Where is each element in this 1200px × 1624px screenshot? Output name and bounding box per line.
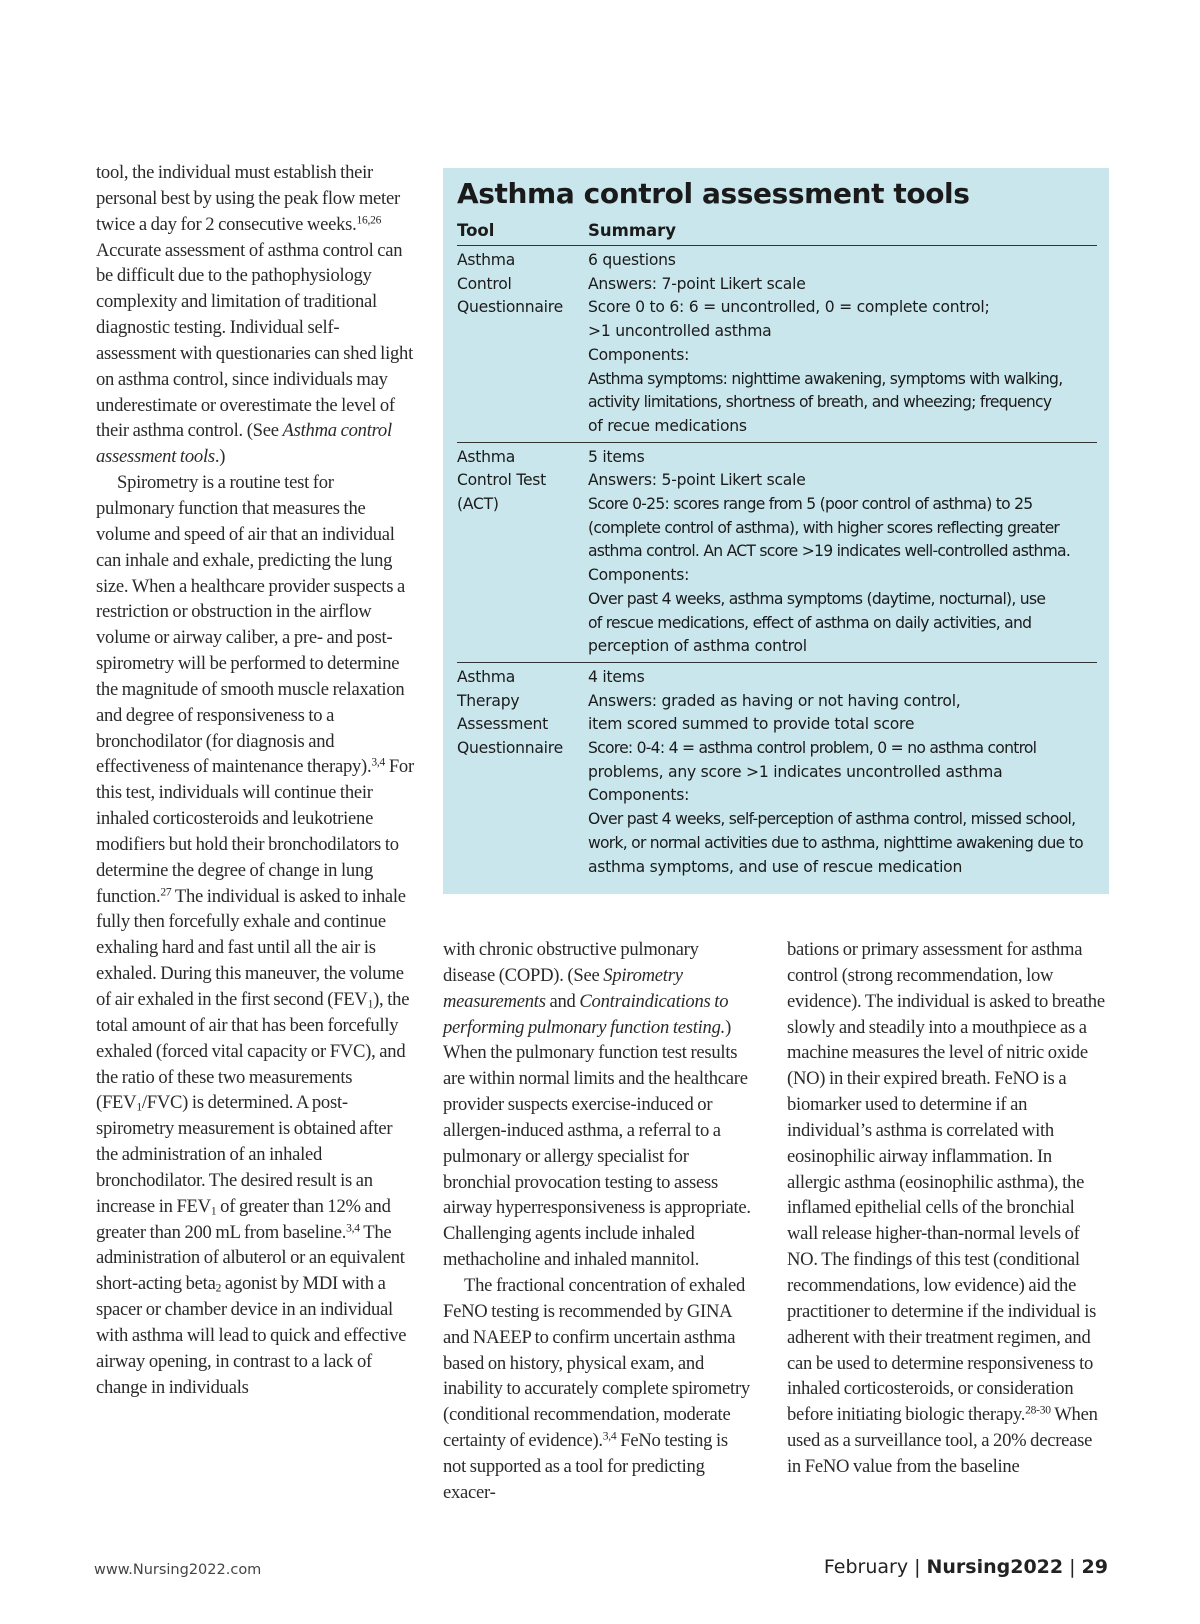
page-footer xyxy=(824,1556,1108,1578)
sidebar-title: Asthma control assessment tools xyxy=(457,177,970,210)
page-number: 29 xyxy=(1081,1556,1108,1578)
reference: 16,26 xyxy=(356,214,382,227)
paragraph: bations or primary assessment for asthma control (strong recommendation, low evidence). The individual is asked to breathe slowly and steadily into a mouthpiece as a machine measures the level of nitric oxide (NO) in their expired breath. FeNO is a biomarker used to determine if an individual’s asthma is correlated with eosinophilic airway inflammation. In allergic asthma (eosinophilic asthma), the inflamed epithelial cells of the bronchial wall release higher-than-normal levels of NO. The findings of this test (conditional recommendations, low evidence) aid the practitioner to determine if the individual is adherent with their treatment regimen, and can be used to determine responsiveness to inhaled corticosteroids, or consideration before initiating biologic therapy.$^{28-30}$ When used as a surveillance tool, a 20% decrease in FeNO value from the baseline xyxy=(787,939,1105,1477)
table-row xyxy=(457,662,1097,882)
tool-name: Asthma Therapy Assessment Questionnaire xyxy=(457,667,563,758)
paragraph: with chronic obstructive pulmonary disease (COPD). (See Spirometry measurements and Contraindications to performing pulmonary function testing.) When the pulmonary function test results are within normal limits and the healthcare provider suspects exercise-induced or allergen-induced asthma, a referral to a pulmonary or allergy specialist for bronchial provocation testing to assess airway hyperresponsiveness is appropriate. Challenging agents include inhaled methacholine and inhaled mannitol. xyxy=(443,939,751,1271)
tool-name: Asthma Control Questionnaire xyxy=(457,246,588,443)
website-url: www.Nursing2022.com xyxy=(94,1562,262,1578)
table-row xyxy=(457,442,1097,662)
issue-month: February xyxy=(823,1556,909,1578)
footer-separator: | xyxy=(914,1556,921,1578)
sidebar-reference: Contraindications to performing pulmonary function testing. xyxy=(443,990,729,1038)
column-header-summary: Summary xyxy=(588,220,1097,246)
reference: 28-30 xyxy=(1025,1404,1051,1417)
footer-separator: | xyxy=(1069,1556,1076,1578)
journal-name: Nursing2022 xyxy=(926,1556,1064,1578)
assessment-tools-table xyxy=(457,220,1097,882)
paragraph: The fractional concentration of exhaled FeNO testing is recommended by GINA and NAEEP to confirm uncertain asthma based on history, physical exam, and inability to accurately complete spirometry (conditional recommendation, moderate certainty of evidence).$^{3,4}$ FeNo testing is not supported as a tool for predicting exacer- xyxy=(443,1274,750,1503)
body-column-3 xyxy=(787,937,1105,1480)
tool-summary: 6 questions Answers: 7-point Likert scale Score 0 to 6: 6 = uncontrolled, 0 = complete control; >1 uncontrolled asthma Components: Asthma symptoms: nighttime awakening, symptoms with walking, activity limitations, shortness of breath, and wheezing; frequency of recue medications xyxy=(588,246,1097,443)
paragraph: Spirometry is a routine test for pulmonary function that measures the volume and speed of air that an individual can inhale and exhale, predicting the lung size. When a healthcare provider suspects a restriction or obstruction in the airflow volume or airway caliber, a pre- and post-spirometry will be performed to determine the magnitude of smooth muscle relaxation and degree of responsiveness to a bronchodilator (for diagnosis and effectiveness of maintenance therapy).$^{3,4}$ For this test, individuals will continue their inhaled corticosteroids and leukotriene modifiers but hold their bronchodilators to determine the degree of change in lung function.$^{27}$ The individual is asked to inhale fully then forcefully exhale and continue exhaling hard and fast until all the air is exhaled. During this maneuver, the volume of air exhaled in the first second $(FEV_1)$, the total amount of air that has been forcefully exhaled (forced vital capacity or FVC), and the ratio of these two measurements $(FEV_1/FVC)$ is determined. A post-spirometry measurement is obtained after the administration of an inhaled bronchodilator. The desired result is an increase in $FEV_1$ of greater than 12% and greater than 200 mL from baseline.$^{3,4}$ The administration of albuterol or an equivalent short-acting beta$_2$ agonist by MDI with a spacer or chamber device in an individual with asthma will lead to quick and effective airway opening, in contrast to a lack of change in individuals xyxy=(96,472,414,1398)
reference: 3,4 xyxy=(602,1430,617,1443)
tool-name: Asthma Control Test (ACT) xyxy=(457,442,588,662)
sidebar-reference: Spirometry measurements xyxy=(443,964,683,1012)
body-column-1 xyxy=(96,160,414,1401)
reference: 3,4 xyxy=(346,1222,360,1235)
tool-summary: 4 items Answers: graded as having or not having control, item scored summed to provide total score Score: 0-4: 4 = asthma control problem, 0 = no asthma control problems, any score >1 indicates uncontrolled asthma Components: Over past 4 weeks, self-perception of asthma control, missed school, work, or normal activities due to asthma, nighttime awakening due to asthma symptoms, and use of rescue medication xyxy=(588,667,1083,876)
reference: 27 xyxy=(160,886,172,899)
sidebar-reference: Asthma control assessment tools xyxy=(96,420,392,468)
sidebar-box xyxy=(443,168,1109,894)
body-column-2 xyxy=(443,937,753,1506)
paragraph: tool, the individual must establish their personal best by using the peak flow meter twice a day for 2 consecutive weeks.$^{16,26}$ Accurate assessment of asthma control can be difficult due to the pathophysiology complexity and limitation of traditional diagnostic testing. Individual self-assessment with questionaries can shed light on asthma control, since individuals may underestimate or overestimate the level of their asthma control. (See Asthma control assessment tools.) xyxy=(96,162,414,468)
column-header-tool: Tool xyxy=(457,220,588,246)
table-row xyxy=(457,246,1097,443)
reference: 3,4 xyxy=(371,757,386,770)
tool-summary: 5 items Answers: 5-point Likert scale Score 0-25: scores range from 5 (poor control of asthma) to 25 (complete control of asthma), with higher scores reflecting greater asthma control. An ACT score >19 indicates well-controlled asthma. Components: Over past 4 weeks, asthma symptoms (daytime, nocturnal), use of rescue medications, effect of asthma on daily activities, and perception of asthma control xyxy=(588,442,1097,662)
